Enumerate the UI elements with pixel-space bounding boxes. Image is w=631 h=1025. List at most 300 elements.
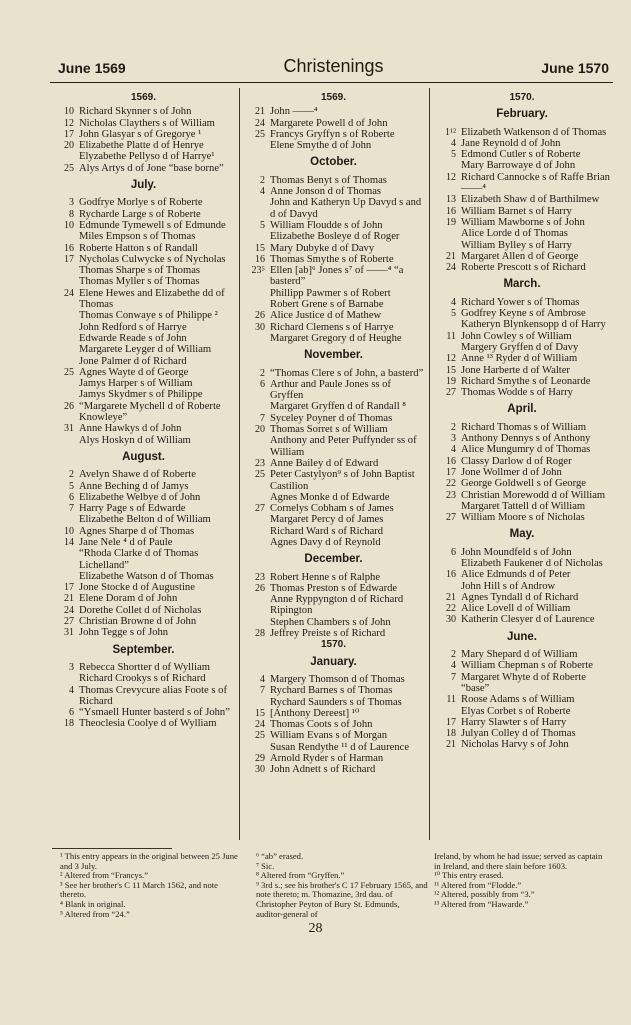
- register-entry: [434, 478, 610, 489]
- register-entry: [52, 356, 235, 367]
- entry-day: 17: [64, 253, 74, 265]
- footnote: ⁴ Blank in original.: [60, 898, 126, 909]
- entry-day: 4: [260, 673, 265, 685]
- register-entry: [434, 376, 610, 387]
- entry-day: 25: [255, 128, 265, 140]
- entry-day: 4: [451, 137, 456, 149]
- register-entry: [52, 129, 235, 140]
- entry-text: Thomas Preston s of Edwarde: [270, 582, 398, 594]
- entry-day: 5: [260, 219, 265, 231]
- entry-day: 17: [446, 716, 456, 728]
- header-title: Christenings: [283, 56, 384, 76]
- entry-text: Elizabeth Faukener d of Nicholas: [461, 557, 603, 569]
- entry-text: John Cowley s of William: [461, 330, 572, 342]
- header-left-date: June 1569: [58, 60, 126, 76]
- month-heading: December.: [304, 553, 363, 566]
- register-entry: [243, 708, 424, 719]
- entry-day: 30: [446, 614, 456, 626]
- entry-text: Katherin Clesyer d of Laurence: [461, 614, 595, 626]
- register-entry: [52, 605, 235, 616]
- entry-text: Margaret Tattell d of William: [461, 500, 586, 512]
- column-2: [243, 92, 424, 776]
- register-entry: [52, 548, 235, 571]
- footnotes-column-2: [256, 852, 428, 919]
- footnote: ⁵ Altered from “24.”: [60, 908, 130, 919]
- entry-text: “Margarete Mychell d of Roberte Knowleye”: [79, 400, 221, 424]
- register-entry: [243, 288, 424, 299]
- entry-day: 16: [64, 242, 74, 254]
- register-entry: [243, 413, 424, 424]
- register-entry: [52, 435, 235, 446]
- entry-text: Alys Hoskyn d of William: [79, 434, 191, 446]
- entry-text: William Floudde s of John: [270, 219, 383, 231]
- register-entry: [434, 251, 610, 262]
- entry-day: 2: [260, 174, 265, 186]
- register-entry: [52, 333, 235, 344]
- entry-text: Alice Mungumry d of Thomas: [461, 444, 591, 456]
- register-entry: [243, 175, 424, 186]
- entry-day: 15: [255, 707, 265, 719]
- register-entry: [434, 228, 610, 239]
- entry-text: Nycholas Culwycke s of Nycholas: [79, 253, 226, 265]
- entry-day: 17: [446, 466, 456, 478]
- header-right-date: June 1570: [541, 60, 609, 76]
- register-entry: [243, 401, 424, 412]
- entry-day: 6: [69, 707, 74, 719]
- entry-day: 31: [64, 627, 74, 639]
- entry-text: Margery Thomson d of Thomas: [270, 673, 405, 685]
- entry-text: George Goldwell s of George: [461, 478, 586, 490]
- entry-text: Thomas Sharpe s of Thomas: [79, 265, 201, 277]
- entry-day: 3: [69, 661, 74, 673]
- register-entry: [434, 160, 610, 171]
- entry-text: Katheryn Blynkensopp d of Harry: [461, 319, 606, 331]
- register-entry: [52, 276, 235, 287]
- entry-text: Jone Wollmer d of John: [461, 466, 562, 478]
- entry-text: Anne Hawkys d of John: [79, 423, 182, 435]
- entry-day: 6: [260, 378, 265, 390]
- entry-text: Phillipp Pawmer s of Robert: [270, 287, 391, 299]
- entry-text: Theoclesia Coolye d of Wylliam: [79, 718, 217, 730]
- register-entry: [243, 719, 424, 730]
- register-entry: [434, 456, 610, 467]
- month-heading: April.: [507, 403, 537, 416]
- entry-text: Margaret Percy d of James: [270, 514, 384, 526]
- entry-day: 5: [69, 480, 74, 492]
- entry-text: Thomas Myller s of Thomas: [79, 276, 200, 288]
- register-entry: [243, 492, 424, 503]
- entry-day: 27: [255, 503, 265, 515]
- entry-text: Godfrey Keyne s of Ambrose: [461, 308, 586, 320]
- entry-day: 28: [255, 628, 265, 640]
- register-entry: [434, 138, 610, 149]
- register-entry: [243, 140, 424, 151]
- entry-text: Edwarde Reade s of John: [79, 332, 187, 344]
- entry-day: 5: [451, 149, 456, 161]
- entry-day: 6: [451, 546, 456, 558]
- entry-day: 25: [64, 162, 74, 174]
- footnote: ³ See her brother's C 11 March 1562, and note thereto.: [60, 879, 218, 900]
- register-entry: [243, 742, 424, 753]
- footnote-rule: [52, 848, 172, 849]
- entry-text: William Barnet s of Harry: [461, 205, 572, 217]
- entry-day: 22: [446, 478, 456, 490]
- running-header: [58, 58, 609, 78]
- entry-text: Elizabethe Belton d of William: [79, 514, 211, 526]
- entry-text: Arnold Ryder s of Harman: [270, 753, 384, 765]
- entry-text: Susan Rendythe ¹¹ d of Laurence: [270, 741, 410, 753]
- register-entry: [434, 501, 610, 512]
- register-entry: [434, 149, 610, 160]
- entry-text: Anne Bailey d of Edward: [270, 457, 379, 469]
- month-heading: June.: [506, 630, 538, 643]
- entry-text: Edmond Cutler s of Roberte: [461, 149, 581, 161]
- register-entry: [52, 106, 235, 117]
- register-entry: [243, 730, 424, 741]
- entry-text: Anne Jonson d of Thomas: [270, 186, 382, 198]
- entry-day: 11: [446, 694, 456, 706]
- entry-text: “Ysmaell Hunter basterd s of John”: [79, 707, 230, 719]
- entry-text: Francys Gryffyn s of Roberte: [270, 128, 395, 140]
- register-entry: [52, 627, 235, 638]
- register-entry: [243, 458, 424, 469]
- entry-day: 23⁵: [251, 265, 265, 277]
- entry-text: Richard Smythe s of Leonarde: [461, 375, 591, 387]
- entry-day: 26: [255, 310, 265, 322]
- register-entry: [52, 685, 235, 708]
- entry-text: Agnes Davy d of Reynold: [270, 536, 381, 548]
- register-entry: [243, 628, 424, 639]
- register-entry: [434, 444, 610, 455]
- month-heading: May.: [509, 528, 535, 541]
- year-heading: 1570.: [509, 92, 535, 103]
- entry-text: John Redford s of Harrye: [79, 321, 187, 333]
- entry-day: 31: [64, 423, 74, 435]
- register-entry: [434, 206, 610, 217]
- register-entry: [243, 583, 424, 594]
- entry-text: Richard Skynner s of John: [79, 106, 192, 118]
- entry-day: 1¹²: [445, 126, 456, 138]
- register-entry: [243, 186, 424, 197]
- register-entry: [52, 616, 235, 627]
- register-entry: [434, 614, 610, 625]
- register-entry: [52, 163, 235, 174]
- entry-text: Nicholas Claythers s of William: [79, 117, 215, 129]
- entry-day: 23: [446, 489, 456, 501]
- register-entry: [243, 685, 424, 696]
- entry-day: 27: [446, 512, 456, 524]
- entry-day: 23: [255, 571, 265, 583]
- register-entry: [434, 308, 610, 319]
- footnote: ⁸ Altered from “Gryffen.”: [256, 870, 345, 881]
- entry-text: Thomas Crevycure alias Foote s of Richard: [79, 684, 227, 707]
- register-entry: [434, 217, 610, 228]
- entry-day: 11: [446, 330, 456, 342]
- register-entry: [243, 310, 424, 321]
- entry-day: 2: [69, 469, 74, 481]
- entry-day: 4: [451, 296, 456, 308]
- entry-text: Jone Palmer d of Richard: [79, 355, 187, 367]
- entry-day: 13: [446, 194, 456, 206]
- register-entry: [434, 649, 610, 660]
- register-entry: [243, 379, 424, 402]
- entry-day: 25: [64, 366, 74, 378]
- entry-day: 24: [64, 287, 74, 299]
- register-entry: [52, 593, 235, 604]
- entry-day: 7: [69, 503, 74, 515]
- entry-day: 12: [64, 117, 74, 129]
- year-heading: 1569.: [130, 92, 157, 103]
- month-heading: January.: [310, 655, 357, 668]
- register-entry: [243, 231, 424, 242]
- entry-day: 7: [451, 671, 456, 683]
- entry-day: 20: [255, 424, 265, 436]
- entry-text: William Bylley s of Harry: [461, 239, 572, 251]
- footnote: ¹¹ Altered from “Flodde.”: [434, 879, 522, 890]
- entry-text: Alys Artys d of Jone “base borne”: [79, 162, 224, 174]
- entry-day: 24: [446, 262, 456, 274]
- entry-day: 7: [260, 412, 265, 424]
- entry-text: Elene Hewes and Elizabethe dd of Thomas: [79, 287, 225, 311]
- entry-day: 29: [255, 753, 265, 765]
- register-entry: [243, 572, 424, 583]
- entry-day: 30: [255, 764, 265, 776]
- entry-day: 12: [446, 171, 456, 183]
- entry-day: 15: [255, 242, 265, 254]
- entry-day: 2: [451, 421, 456, 433]
- entry-text: Agnes Wayte d of George: [79, 366, 189, 378]
- entry-day: 4: [451, 444, 456, 456]
- register-entry: [434, 717, 610, 728]
- register-entry: [434, 592, 610, 603]
- entry-text: Alice Justice d of Mathew: [270, 310, 382, 322]
- entry-text: Jamys Skydmer s of Philippe: [79, 389, 203, 401]
- entry-text: William Chepman s of Roberte: [461, 660, 593, 672]
- register-entry: [52, 401, 235, 424]
- entry-day: 21: [255, 106, 265, 118]
- register-entry: [52, 344, 235, 355]
- register-entry: [434, 172, 610, 195]
- footnote: ⁹ 3rd s.; see his brother's C 17 February 1565, and note thereto; m. Thomazine, 3rd dau. of Christopher Peyton of Bury St. Edmunds, auditor-general of: [256, 879, 428, 919]
- entry-text: Anthony Dennys s of Anthony: [461, 433, 591, 445]
- entry-day: 23: [255, 457, 265, 469]
- entry-day: 30: [255, 321, 265, 333]
- entry-text: Margarete Leyger d of William: [79, 344, 212, 356]
- entry-text: Richard Yower s of Thomas: [461, 296, 580, 308]
- entry-day: 5: [451, 308, 456, 320]
- column-1: [52, 92, 235, 730]
- entry-text: John Moundfeld s of John: [461, 546, 572, 558]
- entry-text: Margaret Allen d of George: [461, 250, 579, 262]
- footnote: Ireland, by whom he had issue; served as captain in Ireland, and there slain before 1603.: [434, 851, 603, 871]
- register-entry: [243, 674, 424, 685]
- register-entry: [52, 367, 235, 378]
- entry-day: 21: [446, 591, 456, 603]
- register-entry: [243, 254, 424, 265]
- entry-text: Alice Lovell d of William: [461, 603, 571, 615]
- entry-text: Thomas Coots s of John: [270, 719, 373, 731]
- register-entry: [243, 322, 424, 333]
- register-entry: [52, 243, 235, 254]
- entry-text: Elizabethe Watson d of Thomas: [79, 570, 214, 582]
- month-heading: September.: [112, 643, 175, 656]
- entry-day: 4: [451, 660, 456, 672]
- footnote: ¹² Altered, possibly from “3.”: [434, 889, 535, 900]
- entry-day: 20: [64, 140, 74, 152]
- entry-day: 16: [255, 253, 265, 265]
- entry-text: Elyas Corbet s of Roberte: [461, 705, 571, 717]
- entry-day: 18: [446, 728, 456, 740]
- register-entry: [243, 537, 424, 548]
- register-entry: [52, 526, 235, 537]
- register-entry: [434, 672, 610, 695]
- entry-day: 18: [64, 718, 74, 730]
- entry-text: Thomas Benyt s of Thomas: [270, 174, 387, 186]
- footnotes-column-3: [434, 852, 610, 910]
- register-entry: [52, 209, 235, 220]
- entry-day: 10: [64, 106, 74, 118]
- register-entry: [243, 129, 424, 140]
- entry-text: Elizabeth Watkenson d of Thomas: [461, 126, 607, 138]
- column-3: [434, 92, 610, 751]
- entry-text: Thomas Sorret s of William: [270, 424, 388, 436]
- register-entry: [243, 753, 424, 764]
- entry-day: 17: [64, 128, 74, 140]
- footnote: ⁷ Sic.: [256, 860, 275, 871]
- entry-text: Cornelys Cobham s of James: [270, 503, 394, 515]
- register-entry: [243, 435, 424, 458]
- footnotes-column-1: [60, 852, 240, 919]
- entry-day: 24: [255, 117, 265, 129]
- entry-text: Margaret Gregory d of Heughe: [270, 332, 402, 344]
- entry-day: 10: [64, 525, 74, 537]
- register-entry: [434, 706, 610, 717]
- register-entry: [434, 353, 610, 364]
- register-entry: [434, 297, 610, 308]
- entry-text: Christian Browne d of John: [79, 616, 197, 628]
- register-entry: [434, 194, 610, 205]
- register-entry: [243, 697, 424, 708]
- entry-text: Avelyn Shawe d of Roberte: [79, 469, 196, 481]
- register-entry: [52, 582, 235, 593]
- entry-text: Elizabethe Welbye d of John: [79, 491, 201, 503]
- entry-day: 26: [64, 400, 74, 412]
- page-number: 28: [308, 921, 323, 936]
- entry-day: 24: [255, 719, 265, 731]
- entry-day: 7: [260, 685, 265, 697]
- register-entry: [434, 433, 610, 444]
- register-entry: [434, 422, 610, 433]
- register-entry: [52, 707, 235, 718]
- month-heading: February.: [496, 108, 548, 121]
- register-entry: [52, 423, 235, 434]
- register-entry: [52, 118, 235, 129]
- entry-day: 2: [451, 649, 456, 661]
- entry-day: 16: [446, 455, 456, 467]
- register-entry: [434, 694, 610, 705]
- register-entry: [434, 490, 610, 501]
- register-entry: [52, 231, 235, 242]
- register-entry: [243, 220, 424, 231]
- register-entry: [243, 764, 424, 775]
- register-entry: [52, 481, 235, 492]
- entry-text: Julyan Colley d of Thomas: [461, 728, 576, 740]
- register-entry: [52, 571, 235, 582]
- entry-text: Edmunde Tymewell s of Edmunde: [79, 219, 226, 231]
- entry-text: John and Katheryn Up Davyd s and d of Davyd: [270, 197, 422, 220]
- entry-day: 25: [255, 469, 265, 481]
- register-entry: [52, 503, 235, 514]
- entry-text: Elene Smythe d of John: [270, 140, 372, 152]
- footnote: ¹ This entry appears in the original between 25 June and 3 July.: [60, 851, 238, 871]
- entry-day: 3: [451, 433, 456, 445]
- register-entry: [434, 342, 610, 353]
- register-entry: [243, 594, 424, 617]
- entry-text: John Hill s of Androw: [461, 580, 556, 592]
- entry-day: 3: [69, 197, 74, 209]
- register-entry: [52, 310, 235, 321]
- entry-day: 16: [446, 205, 456, 217]
- register-entry: [52, 469, 235, 480]
- entry-day: 15: [446, 364, 456, 376]
- header-rule: [50, 82, 613, 83]
- entry-text: Syceley Poyner d of Thomas: [270, 412, 393, 424]
- register-entry: [243, 265, 424, 288]
- entry-day: 16: [446, 569, 456, 581]
- register-entry: [434, 319, 610, 330]
- entry-text: Anne Ryppyngton d of Richard Ripington: [270, 594, 404, 617]
- register-entry: [434, 547, 610, 558]
- register-entry: [243, 118, 424, 129]
- entry-text: Jane Nele ⁴ d of Paule: [79, 536, 173, 548]
- entry-text: Peter Castylyon⁹ s of John Baptist Castilion: [270, 469, 415, 492]
- entry-text: Dorethe Collet d of Nicholas: [79, 604, 202, 616]
- entry-text: William Evans s of Morgan: [270, 730, 388, 742]
- entry-text: Rycharde Large s of Roberte: [79, 208, 201, 220]
- entry-text: Margaret Whyte d of Roberte “base”: [461, 671, 586, 694]
- entry-text: Nicholas Harvy s of John: [461, 739, 569, 751]
- footnote: ⁶ “ab” erased.: [256, 851, 304, 861]
- entry-text: Mary Dubyke d of Davy: [270, 242, 375, 254]
- entry-text: Robert Henne s of Ralphe: [270, 571, 381, 583]
- register-entry: [243, 424, 424, 435]
- entry-day: 21: [64, 593, 74, 605]
- entry-text: Rychard Saunders s of Thomas: [270, 696, 402, 708]
- register-entry: [434, 467, 610, 478]
- entry-day: 17: [64, 582, 74, 594]
- entry-day: 21: [446, 739, 456, 751]
- entry-text: Classy Darlow d of Roger: [461, 455, 572, 467]
- entry-text: Elizabethe Bosleye d of Roger: [270, 231, 400, 243]
- entry-text: Jane Reynold d of John: [461, 137, 561, 149]
- register-entry: [52, 389, 235, 400]
- register-entry: [52, 322, 235, 333]
- footnote: ¹⁰ This entry erased.: [434, 870, 504, 881]
- entry-text: Elizabethe Platte d of Henrye Elyzabethe Pellyso d of Harrye¹: [79, 140, 215, 163]
- entry-text: Agnes Tyndall d of Richard: [461, 591, 579, 603]
- register-entry: [434, 728, 610, 739]
- entry-text: Margarete Powell d of John: [270, 117, 388, 129]
- entry-text: Rychard Barnes s of Thomas: [270, 685, 393, 697]
- entry-text: Richard Clemens s of Harrye: [270, 321, 394, 333]
- entry-text: Agnes Monke d of Edwarde: [270, 491, 390, 503]
- entry-text: William Mawborne s of John: [461, 216, 585, 228]
- entry-text: Margaret Gryffen d of Randall ⁸: [270, 401, 406, 413]
- entry-text: Jone Stocke d of Augustine: [79, 582, 195, 594]
- entry-text: Miles Empson s of Thomas: [79, 231, 196, 243]
- entry-text: Alice Edmunds d of Peter: [461, 569, 571, 581]
- entry-day: 4: [260, 186, 265, 198]
